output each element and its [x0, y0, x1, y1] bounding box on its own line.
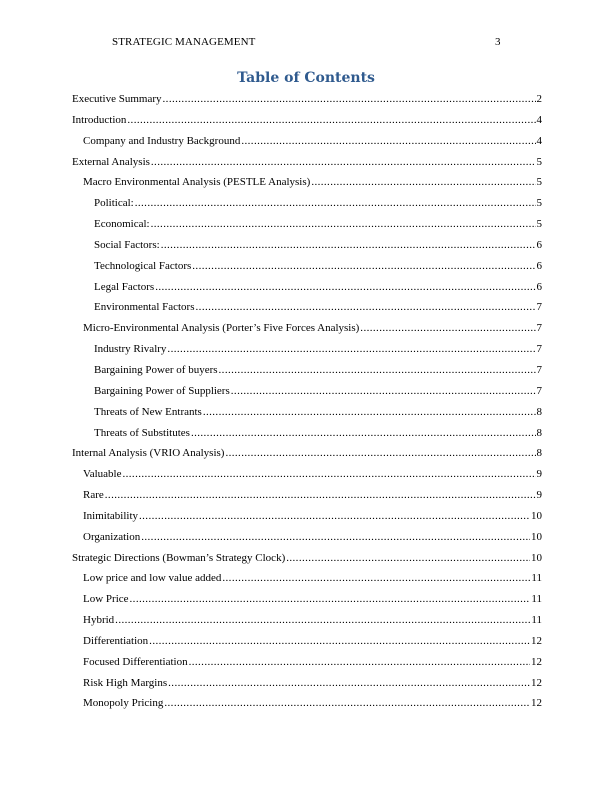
toc-entry-page: 5: [536, 218, 542, 231]
toc-entry-label: Low Price: [83, 593, 129, 606]
toc-dot-leader: [161, 235, 536, 256]
toc-entry-page: 6: [536, 280, 542, 293]
toc-dot-leader: [286, 548, 530, 569]
toc-dot-leader: [191, 423, 536, 444]
toc-entry-page: 5: [536, 176, 542, 189]
toc-entry-label: Social Factors:: [94, 238, 160, 251]
toc-entry-label: Environmental Factors: [94, 301, 195, 314]
toc-entry-label: Differentiation: [83, 634, 149, 647]
toc-entry-page: 8: [536, 447, 542, 460]
toc-entry-page: 9: [536, 489, 542, 502]
toc-entry-page: 7: [536, 384, 542, 397]
toc-entry[interactable]: [72, 589, 542, 610]
toc-entry-page: 12: [531, 697, 542, 710]
toc-entry[interactable]: [72, 193, 542, 214]
toc-entry-page: 12: [531, 655, 542, 668]
toc-entry-page: 12: [531, 676, 542, 689]
toc-entry[interactable]: [72, 110, 542, 131]
toc-dot-leader: [222, 568, 530, 589]
toc-entry[interactable]: [72, 568, 542, 589]
toc-entry[interactable]: [72, 506, 542, 527]
toc-entry-label: Strategic Directions (Bowman’s Strategy Clock): [72, 551, 286, 564]
toc-entry-label: Political:: [94, 197, 134, 210]
toc-entry-label: Risk High Margins: [83, 676, 168, 689]
toc-entry-page: 7: [536, 322, 542, 335]
toc-entry[interactable]: [72, 297, 542, 318]
toc-entry-label: Rare: [83, 489, 104, 502]
toc-entry-label: Company and Industry Background: [83, 134, 241, 147]
toc-entry[interactable]: [72, 89, 542, 110]
toc-entry[interactable]: [72, 360, 542, 381]
toc-dot-leader: [105, 485, 536, 506]
toc-title: Table of Contents: [237, 70, 375, 86]
toc-dot-leader: [203, 402, 536, 423]
toc-entry-label: Organization: [83, 530, 141, 543]
toc-entry-page: 6: [536, 259, 542, 272]
toc-dot-leader: [360, 318, 535, 339]
toc-entry-label: Legal Factors: [94, 280, 155, 293]
toc-entry[interactable]: [72, 693, 542, 714]
toc-dot-leader: [151, 214, 536, 235]
toc-entry-page: 11: [531, 572, 542, 585]
toc-entry[interactable]: [72, 610, 542, 631]
toc-entry[interactable]: [72, 673, 542, 694]
toc-entry-label: Internal Analysis (VRIO Analysis): [72, 447, 225, 460]
toc-dot-leader: [155, 277, 535, 298]
toc-entry[interactable]: [72, 235, 542, 256]
toc-entry[interactable]: [72, 527, 542, 548]
toc-entry[interactable]: [72, 318, 542, 339]
toc-entry-page: 11: [531, 614, 542, 627]
toc-entry-label: Hybrid: [83, 614, 115, 627]
toc-dot-leader: [135, 193, 536, 214]
toc-entry-page: 4: [536, 134, 542, 147]
toc-dot-leader: [219, 360, 536, 381]
toc-entry[interactable]: [72, 256, 542, 277]
toc-dot-leader: [168, 673, 530, 694]
toc-entry-page: 7: [536, 363, 542, 376]
toc-dot-leader: [130, 589, 531, 610]
toc-entry-label: Economical:: [94, 218, 150, 231]
toc-entry[interactable]: [72, 277, 542, 298]
toc-list: [72, 89, 542, 714]
toc-dot-leader: [231, 381, 536, 402]
toc-entry-page: 9: [536, 468, 542, 481]
toc-entry-label: Macro Environmental Analysis (PESTLE Analysis): [83, 176, 311, 189]
toc-dot-leader: [241, 131, 535, 152]
toc-dot-leader: [115, 610, 530, 631]
toc-entry-label: Executive Summary: [72, 93, 162, 105]
toc-entry[interactable]: [72, 631, 542, 652]
page-number: 3: [495, 36, 501, 48]
toc-entry-page: 10: [531, 530, 542, 543]
toc-dot-leader: [127, 110, 535, 131]
toc-entry-label: Threats of New Entrants: [94, 405, 202, 418]
toc-entry[interactable]: [72, 214, 542, 235]
toc-dot-leader: [196, 297, 536, 318]
toc-dot-leader: [122, 464, 535, 485]
toc-entry-label: Introduction: [72, 113, 127, 126]
toc-entry[interactable]: [72, 339, 542, 360]
toc-entry-page: 11: [531, 593, 542, 606]
toc-entry-page: 8: [536, 405, 542, 418]
toc-dot-leader: [164, 693, 530, 714]
toc-dot-leader: [167, 339, 535, 360]
toc-entry-label: Bargaining Power of buyers: [94, 363, 218, 376]
toc-entry[interactable]: [72, 381, 542, 402]
toc-entry-page: 12: [531, 634, 542, 647]
toc-entry-page: 5: [536, 155, 542, 168]
toc-dot-leader: [163, 89, 536, 110]
toc-entry[interactable]: [72, 485, 542, 506]
toc-entry[interactable]: [72, 548, 542, 569]
toc-dot-leader: [151, 152, 536, 173]
toc-dot-leader: [311, 172, 535, 193]
toc-entry-label: Low price and low value added: [83, 572, 222, 585]
toc-entry-label: Technological Factors: [94, 259, 192, 272]
toc-entry-label: Micro-Environmental Analysis (Porter’s Five Forces Analysis): [83, 322, 360, 335]
toc-entry-label: Bargaining Power of Suppliers: [94, 384, 230, 397]
toc-entry-page: 10: [531, 509, 542, 522]
toc-entry[interactable]: [72, 464, 542, 485]
toc-dot-leader: [225, 443, 535, 464]
toc-entry-page: 7: [536, 343, 542, 356]
toc-entry[interactable]: [72, 172, 542, 193]
toc-entry-label: External Analysis: [72, 155, 150, 168]
toc-entry-page: 4: [536, 113, 542, 126]
toc-entry-page: 10: [531, 551, 542, 564]
toc-entry-page: 6: [536, 238, 542, 251]
toc-dot-leader: [141, 527, 530, 548]
toc-entry-page: 7: [536, 301, 542, 314]
toc-dot-leader: [149, 631, 530, 652]
running-head: STRATEGIC MANAGEMENT: [112, 36, 256, 48]
toc-entry[interactable]: [72, 152, 542, 173]
toc-dot-leader: [189, 652, 530, 673]
toc-entry-label: Valuable: [83, 468, 122, 481]
toc-dot-leader: [139, 506, 530, 527]
toc-entry-label: Inimitability: [83, 509, 138, 522]
toc-entry[interactable]: [72, 402, 542, 423]
toc-entry-label: Threats of Substitutes: [94, 426, 190, 439]
toc-entry-label: Monopoly Pricing: [83, 697, 164, 710]
toc-entry[interactable]: [72, 423, 542, 444]
toc-entry[interactable]: [72, 131, 542, 152]
toc-entry[interactable]: [72, 443, 542, 464]
toc-entry[interactable]: [72, 652, 542, 673]
toc-entry-page: 5: [536, 197, 542, 210]
toc-entry-label: Focused Differentiation: [83, 655, 188, 668]
toc-entry-page: 2: [536, 93, 542, 105]
toc-entry-label: Industry Rivalry: [94, 343, 167, 356]
toc-dot-leader: [192, 256, 535, 277]
toc-entry-page: 8: [536, 426, 542, 439]
